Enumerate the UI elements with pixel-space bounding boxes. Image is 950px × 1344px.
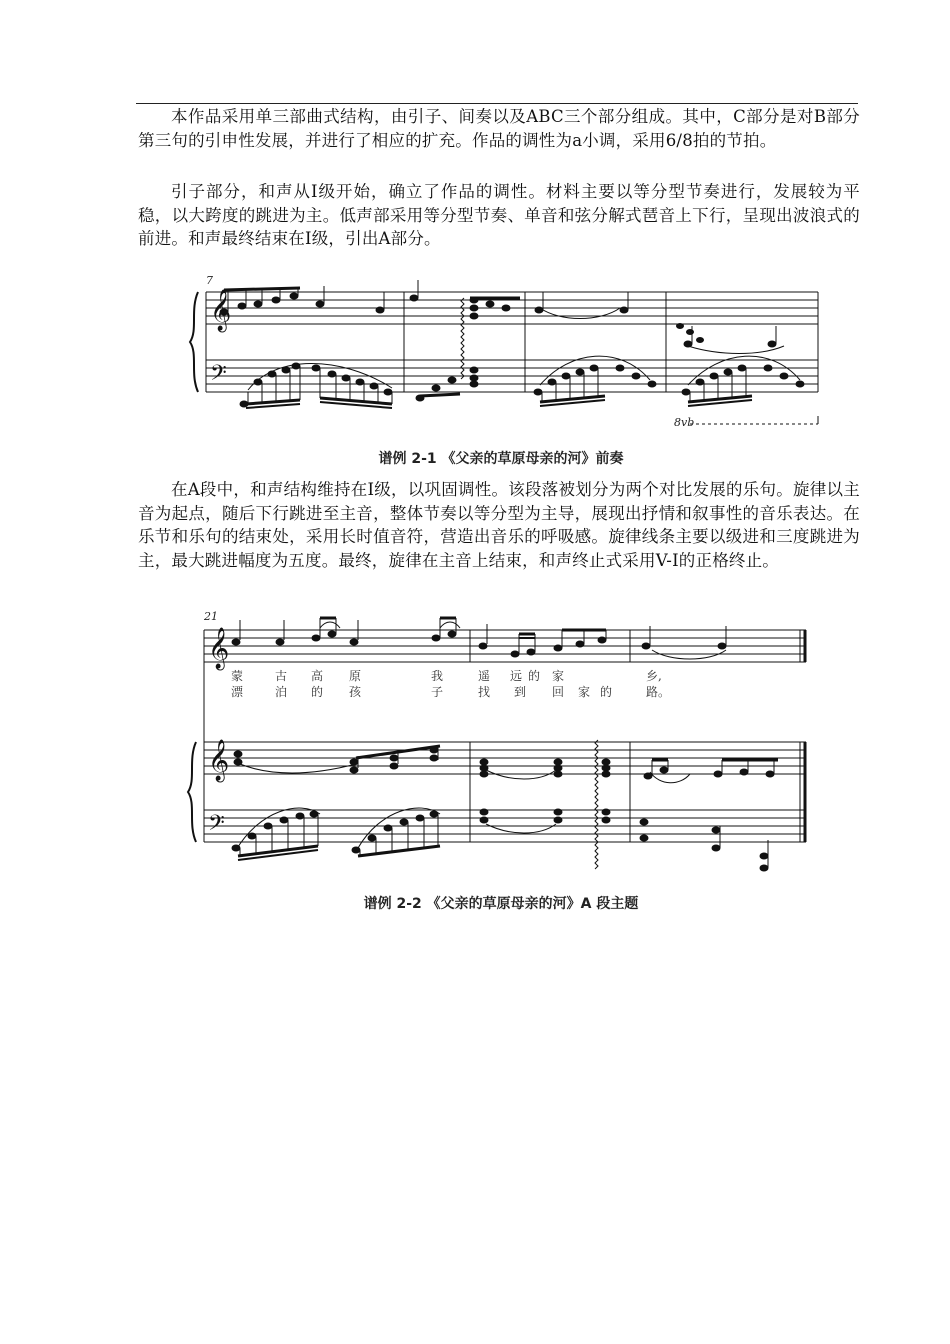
bass-clef-icon: 𝄢 — [210, 361, 227, 391]
lyric: 漂 — [231, 685, 244, 699]
treble-clef-icon: 𝄞 — [210, 290, 232, 331]
lyric: 到 — [514, 685, 527, 699]
lyric: 的 — [528, 669, 541, 683]
bass-clef-icon: 𝄢 — [208, 811, 225, 841]
ottava-mark: 8vb — [674, 416, 695, 429]
piano-treble-staff — [204, 742, 806, 774]
lyric: 的 — [600, 685, 613, 699]
lyric: 子 — [431, 685, 444, 699]
lyric: 回 — [552, 685, 565, 699]
treble-clef-icon: 𝄞 — [208, 740, 230, 781]
paragraph-a-section: 在A段中，和声结构维持在I级，以巩固调性。该段落被划分为两个对比发展的乐句。旋律以主音为起点，随后下行跳进至主音，整体节奏以等分型为主导，展现出抒情和叙事性的音乐表达。在乐节和乐句的结束处，采用长时值音符，营造出音乐的呼吸感。旋律线条主要以级进和三度跳进为主，最大跳进幅度为五度。最终，旋律在主音上结束，和声终止式采用V-I的正格终止。 — [138, 480, 860, 570]
lyric: 原 — [349, 669, 362, 683]
lyric: 乡, — [646, 669, 662, 683]
lyrics-line-1 — [231, 668, 662, 683]
treble-clef-icon: 𝄞 — [208, 628, 230, 669]
piano-bass-staff — [204, 810, 806, 842]
lyric: 家 — [578, 685, 591, 699]
paragraph-structure: 本作品采用单三部曲式结构，由引子、间奏以及ABC三个部分组成。其中，C部分是对B部分第三句的引申性发展，并进行了相应的扩充。作品的调性为a小调，采用6/8拍的节拍。 — [138, 107, 860, 150]
lyrics-line-2 — [231, 684, 670, 699]
lyric: 路。 — [646, 685, 671, 699]
measure-number-21: 21 — [204, 610, 218, 623]
lyric: 蒙 — [231, 669, 244, 683]
lyric: 泊 — [275, 685, 288, 699]
lyric: 遥 — [478, 669, 491, 683]
lyric: 的 — [311, 685, 324, 699]
lyric: 高 — [311, 669, 324, 683]
lyric: 孩 — [349, 685, 362, 699]
measure-number-1: 7 — [206, 274, 213, 287]
lyric: 远 — [510, 669, 523, 683]
voice-staff — [204, 630, 806, 662]
lyric: 家 — [552, 669, 565, 683]
caption-example-2: 谱例 2-2 《父亲的草原母亲的河》A 段主题 — [363, 896, 639, 912]
caption-example-1: 谱例 2-1 《父亲的草原母亲的河》前奏 — [378, 451, 624, 467]
lyric: 找 — [478, 685, 491, 699]
paragraph-introduction: 引子部分，和声从I级开始，确立了作品的调性。材料主要以等分型节奏进行，发展较为平稳，以大跨度的跳进为主。低声部采用等分型节奏、单音和弦分解式琶音上下行，呈现出波浪式的前进。和声最终结束在I级，引出A部分。 — [138, 182, 860, 248]
lyric: 古 — [275, 669, 288, 683]
lyric: 我 — [431, 669, 444, 683]
